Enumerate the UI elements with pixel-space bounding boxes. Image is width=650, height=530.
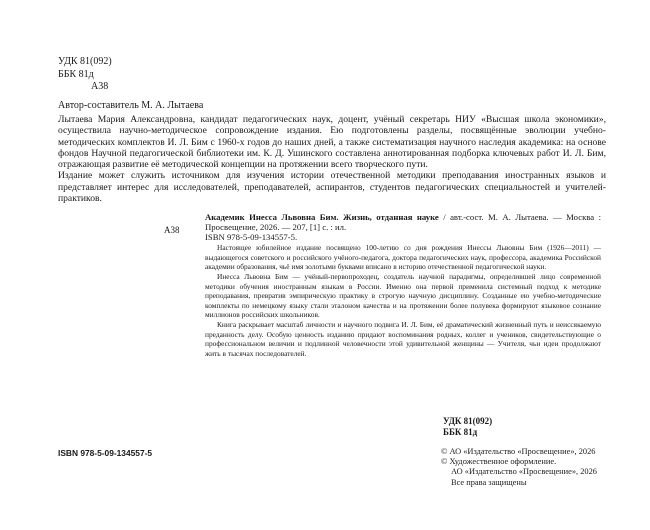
abstract-paragraph: Инесса Львовна Бим — учёный-первопроходец, создатель научной парадигмы, определившей лицо современной методики обучения иностранным языкам в России. Именно она первой применила системный подход к методике преподавания, превратив эмпирическую практику в строгую научную дисциплину. Созданные ею учебно-методические комплекты по немецкому языку стали эталоном качества и на протяжении более полувека формируют языковое сознание миллионов российских школьников. xyxy=(205,272,601,320)
catalog-title xyxy=(205,212,601,232)
catalog-card xyxy=(164,212,601,358)
abstract-paragraph: Книга раскрывает масштаб личности и научного подвига И. Л. Бим, её драматический жизненный путь и неиссякаемую преданность делу. Особую ценность изданию придают воспоминания родных, коллег и учеников, свидетельствующие о профессиональном величии и подлинной человечности этой удивительной женщины — Учителя, чьи идеи продолжают жить в тысячах последователей. xyxy=(205,320,601,358)
catalog-title-rest: / авт.-сост. М. А. Лытаева. — Москва : Просвещение, 2026. — 207, [1] с. : ил. xyxy=(205,212,601,233)
compiler-line: Автор-составитель М. А. Лытаева xyxy=(58,100,204,111)
bottom-udk: УДК 81(092) xyxy=(443,416,493,426)
bio-paragraph: Издание может служить источником для изучения истории отечественной методики преподавания иностранных языков и представляет интерес для исследователей, преподавателей, аспирантов, студентов педагогических специальностей и учителей-практиков. xyxy=(58,170,606,205)
catalog-title-bold: Академик Инесса Львовна Бим. Жизнь, отданная науке xyxy=(205,212,439,222)
bottom-bbk: ББК 81д xyxy=(443,427,478,437)
author-mark: А38 xyxy=(91,81,109,92)
bbk-code: ББК 81д xyxy=(58,68,94,80)
bio-paragraph: Лытаева Мария Александровна, кандидат педагогических наук, доцент, учёный секретарь НИУ «Высшая школа экономики», осуществила научно-методическое сопровождение издания. Ею подготовлены разделы, посвящённые эволюции учебно-методических комплектов И. Л. Бим с 1960-х годов до наших дней, а также систематизация научного наследия академика: на основе фондов Научной педагогической библиотеки им. К. Д. Ушинского составлена аннотированная подборка ключевых работ И. Л. Бим, отражающая развитие её методической концепции на протяжении всего творческого пути. xyxy=(58,114,606,171)
isbn-footer: ISBN 978-5-09-134557-5 xyxy=(58,448,153,458)
rights-reserved: Все права защищены xyxy=(451,477,527,487)
copyright-block xyxy=(441,447,597,488)
catalog-abstract xyxy=(205,243,601,358)
copyright-line: © АО «Издательство «Просвещение», 2026 xyxy=(441,447,596,456)
udk-code: УДК 81(092) xyxy=(58,56,112,67)
catalog-isbn: ISBN 978-5-09-134557-5. xyxy=(205,232,298,243)
abstract-paragraph: Настоящее юбилейное издание посвящено 100-летию со дня рождения Инессы Львовны Бим (1926—2011) — выдающегося советского и российского учёного-педагога, доктора педагогических наук, профессора, академика Российской академии образования, чьё имя золотыми буквами вписано в историю отечественной педагогической науки. xyxy=(205,243,601,272)
catalog-author-mark: А38 xyxy=(164,225,180,235)
copyright-line: © Художественное оформление. xyxy=(441,457,557,467)
compiler-bio xyxy=(58,114,606,204)
bottom-classification xyxy=(443,416,492,438)
classification-block xyxy=(58,56,112,94)
copyright-line: АО «Издательство «Просвещение», 2026 xyxy=(451,467,597,477)
